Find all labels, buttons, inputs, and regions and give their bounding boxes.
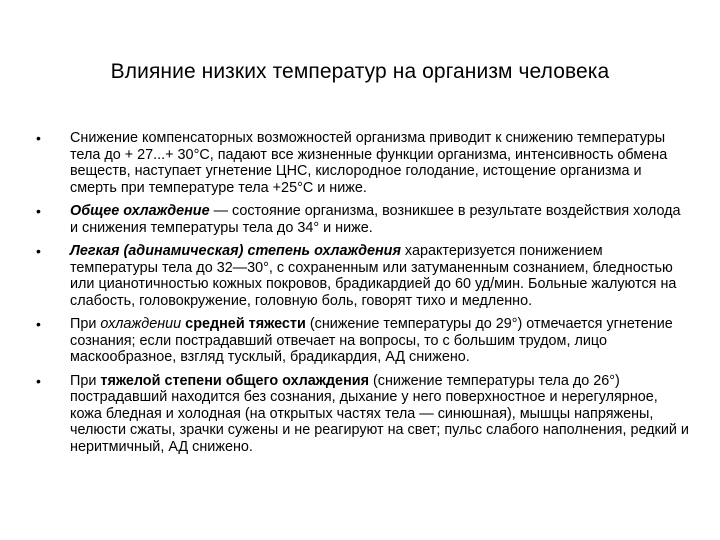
- bullet-italic: охлаждении: [100, 316, 182, 332]
- bullet-text: (снижение температуры до 29°) отмечается угнетение сознания; если пострадавший отвечает на вопросы, то с большим трудом, лицо маскообразное, взгляд тусклый, брадикардия, АД снижено.: [70, 316, 673, 365]
- bullet-item: [36, 243, 690, 309]
- bullet-text: (снижение температуры тела до 26°) пострадавший находится без сознания, дыхание у него поверхностное и нерегулярное, кожа бледная и холодная (на открытых частях тела — синюшная), мышцы напряжены, челюсти сжаты, зрачки сужены и не реагируют на свет; пульс слабого наполнения, редкий и неритмичный, АД снижено.: [70, 372, 689, 455]
- bullet-bold: средней тяжести: [181, 316, 306, 332]
- bullet-bold: тяжелой степени общего охлаждения: [100, 372, 369, 389]
- bullet-text: характеризуется понижением температуры тела до 32—30°, с сохраненным или затуманенным сознанием, бледностью или цианотичностью кожных покровов, брадикардией до 60 уд/мин. Больные жалуются на слабость, головокружение, головную боль, говорят тихо и медленно.: [70, 243, 677, 309]
- bullet-item: [36, 130, 690, 196]
- bullet-term: Общее охлаждение: [70, 203, 210, 219]
- bullet-item: [36, 373, 690, 456]
- bullet-text: — состояние организма, возникшее в результате воздействия холода и снижения температуры тела до 34° и ниже.: [70, 203, 681, 236]
- bullet-list: [36, 130, 690, 462]
- bullet-text: Снижение компенсаторных возможностей организма приводит к снижению температуры тела до + 27...+ 30°С, падают все жизненные функции организма, интенсивность обмена веществ, наступает угнетение ЦНС, кислородное голодание, истощение организма и смерть при температуре тела +25°С и ниже.: [70, 130, 668, 196]
- bullet-item: [36, 203, 690, 236]
- bullet-icon: •: [36, 372, 41, 389]
- bullet-icon: •: [36, 243, 41, 259]
- bullet-icon: •: [36, 203, 41, 219]
- bullet-item: [36, 316, 690, 366]
- bullet-text-lead: При: [70, 372, 101, 389]
- bullet-text-lead: При: [70, 316, 101, 332]
- bullet-icon: •: [36, 316, 41, 332]
- slide-title: Влияние низких температур на организм человека: [110, 60, 610, 83]
- bullet-icon: •: [36, 130, 41, 146]
- bullet-term: Легкая (адинамическая) степень охлаждения: [70, 243, 401, 259]
